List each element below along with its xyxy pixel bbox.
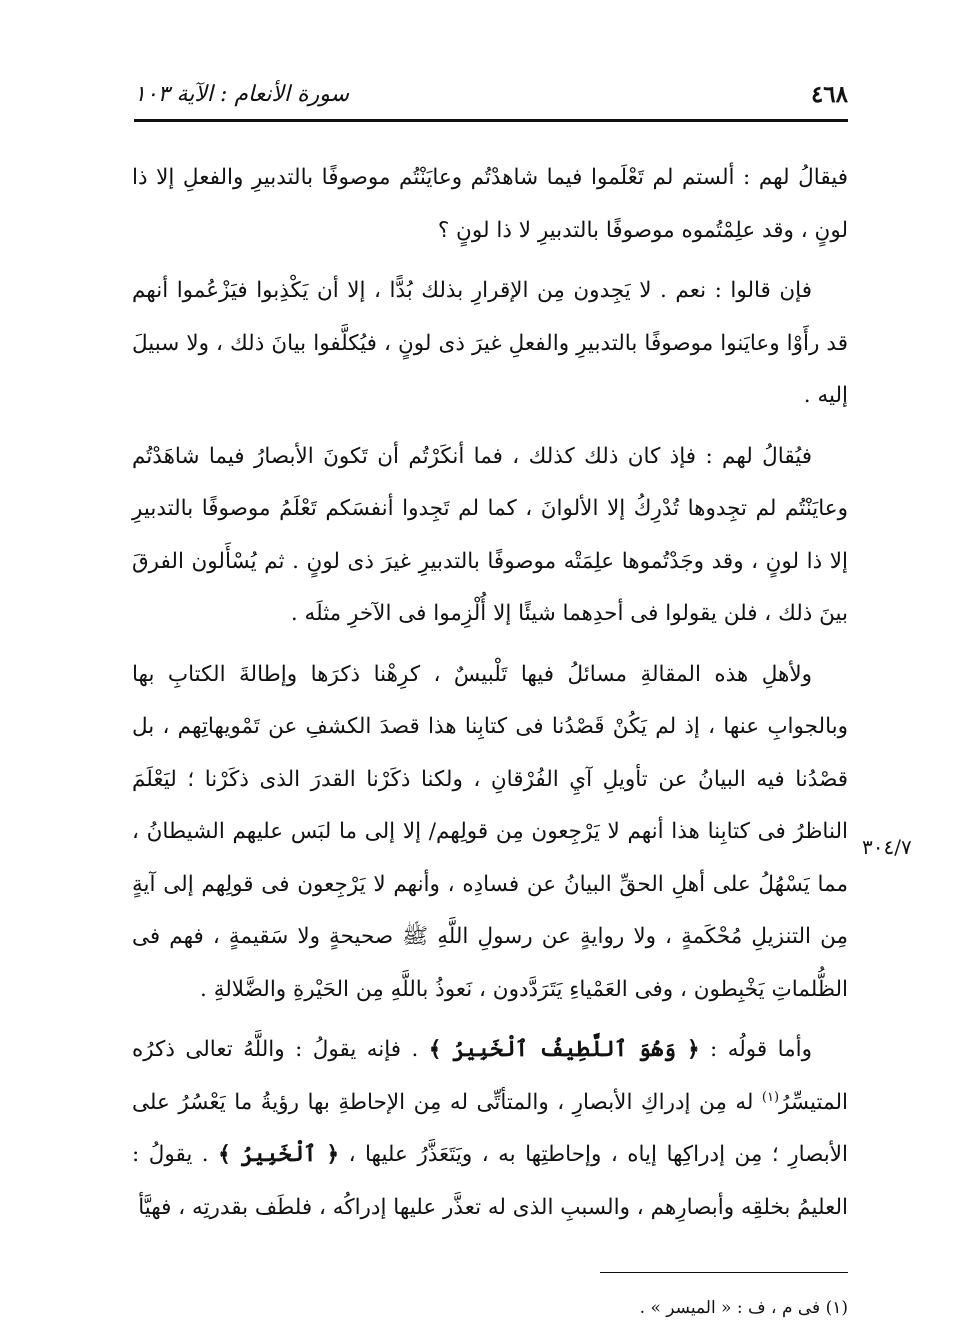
text-run: . فإنه يقولُ : واللَّهُ تعالى ذكرُه المتيسِّرُ xyxy=(132,1037,848,1115)
footnote: (١) فى م ، ف : « الميسر » . xyxy=(639,1298,848,1318)
quran-quote: ﴿ ٱلْخَبِيرُ ﴾ xyxy=(218,1142,340,1167)
running-title: سورة الأنعام : الآية ١٠٣ xyxy=(134,81,350,107)
header-rule xyxy=(134,119,848,122)
text-run: له مِن إدراكِ الأبصارِ ، والمتأتِّى له مِن الإحاطةِ بها رؤيةُ ما يَعْسُرُ على الأبصارِ ؛ مِن إدراكِها إياه ، وإحاطتِها به ، ويَتَعَذَّرُ عليها ، xyxy=(132,1089,848,1167)
footnote-marker: (١) xyxy=(761,1089,780,1105)
paragraph xyxy=(132,1024,848,1234)
footnote-rule xyxy=(600,1272,848,1273)
paragraph: فيُقالُ لهم : فإذ كان ذلك كذلك ، فما أنكَرْتُم أن تَكونَ الأبصارُ فيما شاهَدْتُم وعايَنْتُم لم تجِدوها تُدْرِكُ إلا الألوانَ ، كما لم تَجِدوا أنفسَكم تَعْلَمُ موصوفًا بالتدبيرِ إلا ذا لونٍ ، وقد وجَدْتُموها علِمَتْه موصوفًا بالتدبيرِ غيرَ ذى لونٍ . ثم يُسْأَلون الفرقَ بينَ ذلك ، فلن يقولوا فى أحدِهما شيئًا إلا أُلْزِموا فى الآخرِ مثلَه . xyxy=(132,443,848,626)
paragraph: فإن قالوا : نعم . لا يَجِدون مِن الإقرارِ بذلك بُدًّا ، إلا أن يَكْذِبوا فيَزْعُموا أنهم قد رأَوْا وعايَنوا موصوفًا بالتدبيرِ والفعلِ غيرَ ذى لونٍ ، فيُكلَّفوا بيانَ ذلك ، ولا سبيلَ إليه . xyxy=(132,278,848,408)
main-text xyxy=(132,152,848,1242)
page-number: ٤٦٨ xyxy=(810,80,848,108)
text-run: وأما قولُه : xyxy=(699,1037,812,1062)
running-header xyxy=(134,74,848,114)
paragraph: فيقالُ لهم : ألستم لم تَعْلَموا فيما شاهدْتُم وعايَنْتُم موصوفًا بالتدبيرِ والفعلِ إلا ذا لونٍ ، وقد علِمْتُموه موصوفًا بالتدبيرِ لا ذا لونٍ ؟ xyxy=(132,165,848,243)
quran-quote: ﴿ وَهُوَ ٱللَّطِيفُ ٱلْخَبِيرُ ﴾ xyxy=(428,1037,700,1062)
margin-reference: ٣٠٤/٧ xyxy=(862,835,912,859)
text-run: . يقولُ : العليمُ بخلقِه وأبصارِهم ، والسببِ الذى له تعذَّر عليها إدراكُه ، فلطَف بقدرتِه ، فهيَّأ xyxy=(132,1142,848,1220)
paragraph: ولأهلِ هذه المقالةِ مسائلُ فيها تَلْبيسٌ ، كرِهْنا ذكرَها وإطالةَ الكتابِ بها وبالجوابِ عنها ، إذ لم يَكُنْ قَصْدُنا فى كتابِنا هذا قصدَ الكشفِ عن تَمْويهاتِهم ، بل قصْدُنا فيه البيانُ عن تأويلِ آيِ الفُرْقانِ ، ولكنا ذكَرْنا القدرَ الذى ذكَرْنا ؛ ليَعْلَمَ الناظرُ فى كتابِنا هذا أنهم لا يَرْجِعون مِن قولِهم/ إلا إلى ما لبَس عليهم الشيطانُ ، مما يَسْهُلُ على أهلِ الحقِّ البيانُ عن فسادِه ، وأنهم لا يَرْجِعون فى قولِهم إلى آيةٍ مِن التنزيلِ مُحْكَمةٍ ، ولا روايةٍ عن رسولِ اللَّهِ ﷺ صحيحةٍ ولا سَقيمةٍ ، فهم فى الظُّلماتِ يَخْبِطون ، وفى العَمْياءِ يَتَرَدَّدون ، نَعوذُ باللَّهِ مِن الحَيْرةِ والضَّلالةِ . xyxy=(132,661,848,1002)
